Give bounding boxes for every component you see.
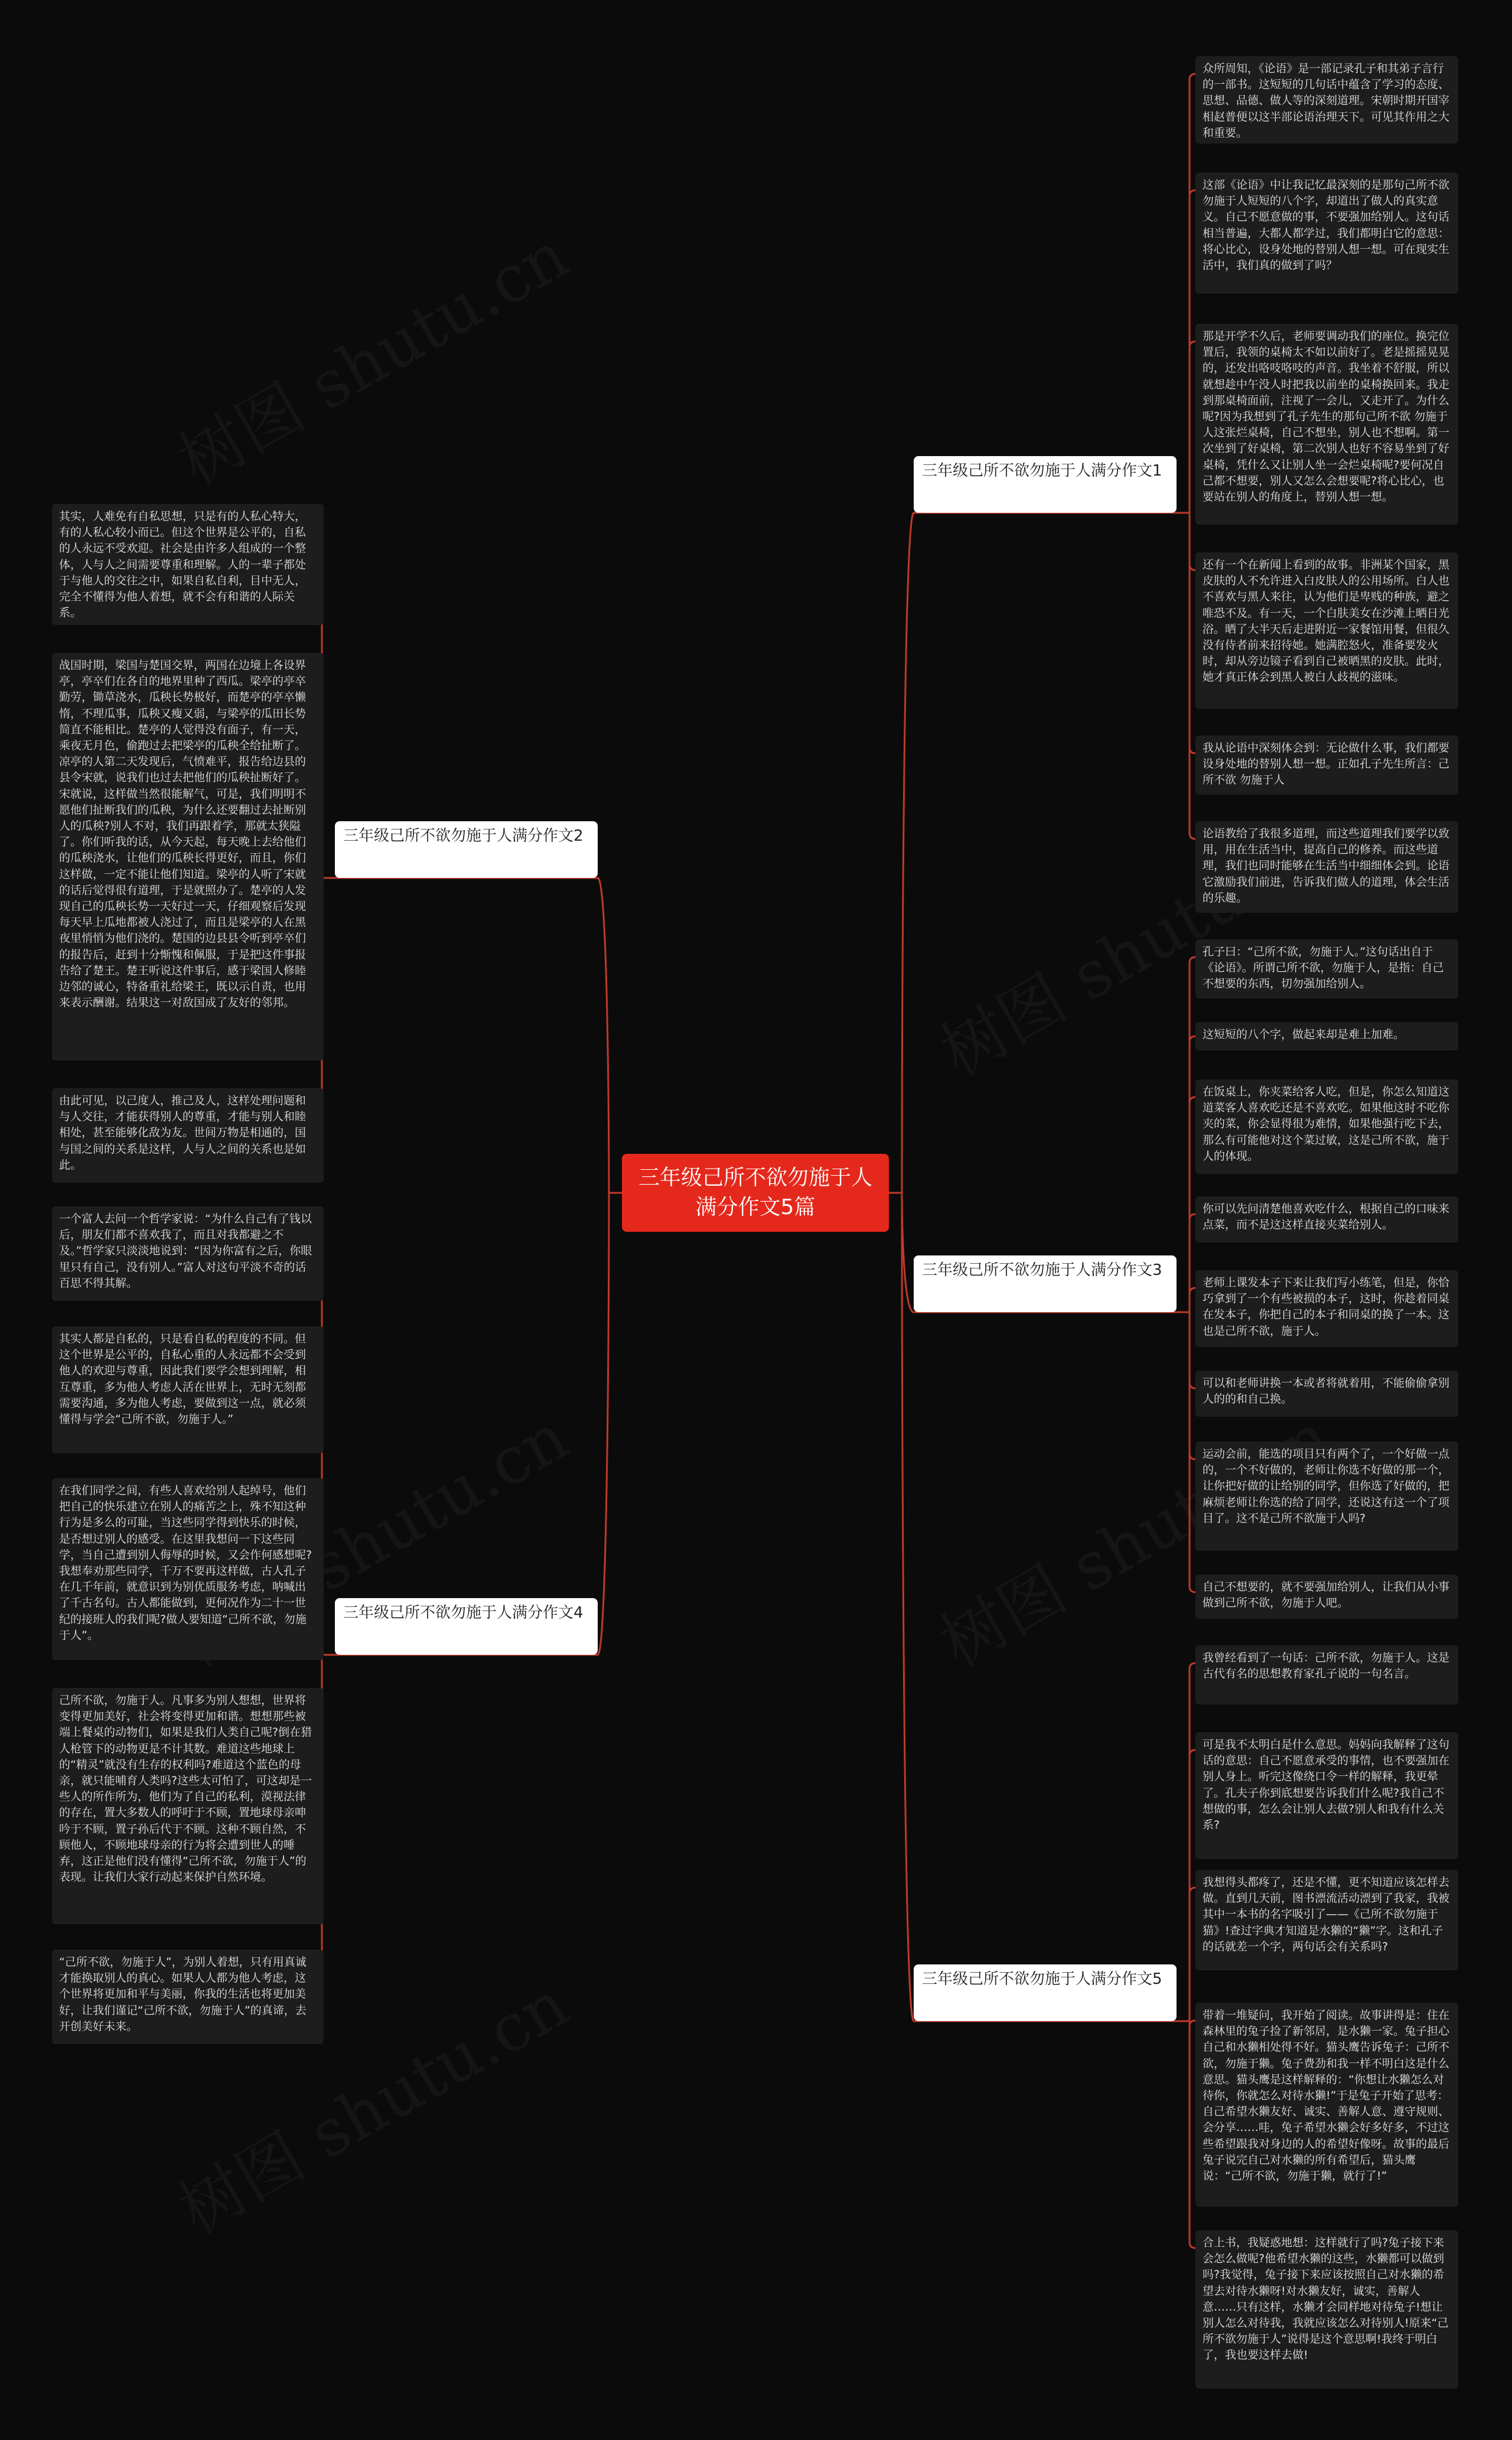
connector-line <box>1177 1097 1195 1312</box>
leaf-note: 老师上课发本子下来让我们写小练笔，但是，你恰巧拿到了一个有些被损的本子，这时，你趁着同桌在发本子，你把自己的本子和同桌的换了一本。这也是己所不欲，施于人。 <box>1195 1270 1458 1347</box>
connector-line <box>1177 341 1195 513</box>
connector-line <box>1177 957 1195 1312</box>
root-topic[interactable] <box>622 1154 889 1232</box>
leaf-note: 其实人都是自私的，只是看自私的程度的不同。但这个世界是公平的，自私心重的人永远都不会受到他人的欢迎与尊重，因此我们要学会想到理解，相互尊重，多为他人考虑人活在世界上，无时无刻都需要沟通，多为他人考虑，要做到这一点，就必须懂得与学会“己所不欲，勿施于人。” <box>52 1326 324 1453</box>
leaf-note: 其实，人难免有自私思想，只是有的人私心特大，有的人私心较小而已。但这个世界是公平的，自私的人永远不受欢迎。社会是由许多人组成的一个整体，人与人之间需要尊重和理解。人的一辈子都处于与他人的交往之中，如果自私自利，目中无人，完全不懂得为他人着想，就不会有和谐的人际关系。 <box>52 504 324 625</box>
connector-line <box>335 878 609 1193</box>
branch-topic-1[interactable] <box>914 456 1177 513</box>
leaf-note: 我曾经看到了一句话：己所不欲，勿施于人。这是古代有名的思想教育家孔子说的一句名言。 <box>1195 1645 1458 1704</box>
connector-line <box>1177 2021 1195 2248</box>
branch-label: 三年级己所不欲勿施于人满分作文2 <box>343 827 584 845</box>
root-topic-label: 三年级己所不欲勿施于人满分作文5篇 <box>638 1166 872 1219</box>
connector-line <box>1177 513 1195 839</box>
connector-line <box>902 1193 1177 2021</box>
leaf-note: 孔子曰：“己所不欲，勿施于人。”这句话出自于《论语》。所谓己所不欲，勿施于人，是指：自己不想要的东西，切勿强加给别人。 <box>1195 939 1458 998</box>
connector-line <box>1177 74 1195 513</box>
branch-label: 三年级己所不欲勿施于人满分作文5 <box>922 1970 1162 1988</box>
leaf-note: 由此可见，以己度人，推己及人，这样处理问题和与人交往，才能获得别人的尊重，才能与别人和睦相处，甚至能够化敌为友。世间万物是相通的，国与国之间的关系是这样，人与人之间的关系也是如此。 <box>52 1088 324 1183</box>
connector-line <box>1177 1312 1195 1459</box>
branch-topic-4[interactable] <box>335 1598 598 1655</box>
connector-line <box>1177 1663 1195 2021</box>
leaf-note: 可以和老师讲换一本或者将就着用，不能偷偷拿别人的的和自己换。 <box>1195 1371 1458 1417</box>
connector-line <box>1177 1312 1195 1388</box>
connector-line <box>1177 1312 1195 1592</box>
connector-line <box>335 1193 609 1655</box>
branch-topic-5[interactable] <box>914 1964 1177 2021</box>
branch-label: 三年级己所不欲勿施于人满分作文3 <box>922 1261 1162 1279</box>
leaf-note: 这部《论语》中让我记忆最深刻的是那句己所不欲 勿施于人短短的八个字，却道出了做人的真实意义。自己不愿意做的事，不要强加给别人。这句话相当普遍，大都人都学过，我们都明白它的意思：将心比心，设身处地的替别人想一想。可在现实生活中，我们真的做到了吗？ <box>1195 173 1458 294</box>
leaf-note: 我从论语中深刻体会到：无论做什么事，我们都要设身处地的替别人想一想。正如孔子先生所言：己所不欲 勿施于人 <box>1195 736 1458 795</box>
leaf-note: 论语教给了我很多道理，而这些道理我们要学以致用，用在生活当中，提高自己的修养。而这些道理，我们也同时能够在生活当中细细体会到。论语它激励我们前进，告诉我们做人的道理，体会生活的乐趣。 <box>1195 821 1458 913</box>
leaf-note: 众所周知，《论语》是一部记录孔子和其弟子言行的一部书。这短短的几句话中蕴含了学习的态度、思想、品德、做人等的深刻道理。宋朝时期开国宰相赵普便以这半部论语治理天下。可见其作用之大和重要。 <box>1195 56 1458 144</box>
connector-line <box>1177 513 1195 753</box>
connector-line <box>1177 1288 1195 1312</box>
leaf-note: 这短短的八个字，做起来却是难上加难。 <box>1195 1022 1458 1050</box>
leaf-note: 在饭桌上，你夹菜给客人吃，但是，你怎么知道这道菜客人喜欢吃还是不喜欢吃。如果他这时不吃你夹的菜，你会显得很为难情，如果他强行吃下去，那么有可能他对这个菜过敏，这是己所不欲，施于人的体现。 <box>1195 1079 1458 1174</box>
leaf-note: 还有一个在新闻上看到的故事。非洲某个国家，黑皮肤的人不允许进入白皮肤人的公用场所。白人也不喜欢与黑人来往，认为他们是卑贱的种族，避之唯恐不及。有一天，一个白肤美女在沙滩上晒日光浴。晒了大半天后走进附近一家餐馆用餐，但很久没有侍者前来招待她。她满腔怒火，准备要发火时，却从旁边镜子看到自己被晒黑的皮肤。此时，她才真正体会到黑人被白人歧视的滋味。 <box>1195 552 1458 709</box>
connector-line <box>1177 1750 1195 2021</box>
leaf-note: 一个富人去问一个哲学家说：“为什么自己有了钱以后，朋友们都不喜欢我了，而且对我都避之不及。”哲学家只淡淡地说到：“因为你富有之后，你眼里只有自己，没有别人。”富人对这句平淡不奇的话百思不得其解。 <box>52 1206 324 1301</box>
leaf-note: 你可以先问清楚他喜欢吃什么，根据自己的口味来点菜，而不是这这样直接夹菜给别人。 <box>1195 1196 1458 1242</box>
connector-line <box>1177 1214 1195 1312</box>
connector-line <box>1177 1888 1195 2021</box>
leaf-note: 战国时期，梁国与楚国交界，两国在边境上各设界亭，亭卒们在各自的地界里种了西瓜。梁亭的亭卒勤劳，锄草浇水，瓜秧长势极好，而楚亭的亭卒懒惰，不理瓜事，瓜秧又瘦又弱，与梁亭的瓜田长势简直不能相比。楚亭的人觉得没有面子，有一天，乘夜无月色，偷跑过去把梁亭的瓜秧全给扯断了。凉亭的人第二天发现后，气愤难平，报告给边县的县令宋就，说我们也过去把他们的瓜秧扯断好了。宋就说，这样做当然很能解气，可是，我们明明不愿他们扯断我们的瓜秧，为什么还要翻过去扯断别人的瓜秧?别人不对，我们再跟着学，那就太狭隘了。你们听我的话，从今天起，每天晚上去给他们的瓜秧浇水，让他们的瓜秧长得更好，而且，你们这样做，一定不能让他们知道。梁亭的人听了宋就的话后觉得很有道理，于是就照办了。楚亭的人发现自己的瓜秧长势一天好过一天，仔细观察后发现每天早上瓜地都被人浇过了，而且是梁亭的人在黑夜里悄悄为他们浇的。楚国的边县县令听到亭卒们的报告后，赶到十分惭愧和佩服，于是把这件事报告给了楚王。楚王听说这件事后，感于梁国人修睦边邻的诚心，特备重礼给梁王，既以示自责，也用来表示酬谢。结果这一对敌国成了友好的邻邦。 <box>52 653 324 1060</box>
branch-label: 三年级己所不欲勿施于人满分作文1 <box>922 462 1162 480</box>
connector-line <box>902 513 1177 1193</box>
leaf-note: 在我们同学之间，有些人喜欢给别人起绰号，他们把自己的快乐建立在别人的痛苦之上，殊不知这种行为是多么的可耻，当这些同学得到快乐的时候，是否想过别人的感受。在这里我想问一下这些同学，当自己遭到别人侮辱的时候，又会作何感想呢?我想奉劝那些同学，千万不要再这样做，古人孔子在几千年前，就意识到为别优质服务考虑，呐喊出了千古名句。古人都能做到，更何况作为二十一世纪的接班人的我们呢?做人要知道“己所不欲，勿施于人”。 <box>52 1478 324 1660</box>
leaf-note: 带着一堆疑问，我开始了阅读。故事讲得是：住在森林里的兔子捡了新邻居，是水獭一家。兔子担心自己和水獭相处得不好。猫头鹰告诉兔子：己所不欲，勿施于獭。兔子费劲和我一样不明白这是什么意思。猫头鹰是这样解释的：“你想让水獭怎么对待你，你就怎么对待水獭!”于是兔子开始了思考：自己希望水獭友好、诚实、善解人意、遵守规则、会分享……哇，兔子希望水獭会好多好多，不过这些希望跟我对身边的人的希望好像呀。故事的最后兔子说完自己对水獭的所有希望后，猫头鹰说：“己所不欲，勿施于獭，就行了!” <box>1195 2003 1458 2207</box>
leaf-note: 那是开学不久后，老师要调动我们的座位。换完位置后，我领的桌椅太不如以前好了。老是摇摇晃晃的，还发出咯吱咯吱的声音。我坐着不舒服，所以就想趁中午没人时把我以前坐的桌椅换回来。我走到那桌椅面前，注视了一会儿，又走开了。为什么呢?因为我想到了孔子先生的那句己所不欲 勿施于人这张烂桌椅，自己不想坐，别人也不想啊。第一次坐到了好桌椅，第二次别人也好不容易坐到了好桌椅，凭什么又让别人坐一会烂桌椅呢?要何况自己都不想要，别人又怎么会想要呢?将心比心，也要站在别人的角度上，替别人想一想。 <box>1195 324 1458 525</box>
leaf-note: 合上书，我疑惑地想：这样就行了吗?兔子接下来会怎么做呢?他希望水獭的这些，水獭都可以做到吗?我觉得，兔子接下来应该按照自己对水獭的希望去对待水獭呀!对水獭友好，诚实，善解人意……只有这样，水獭才会同样地对待兔子!想让别人怎么对待我，我就应该怎么对待别人!原来“己所不欲勿施于人”说得是这个意思啊!我终于明白了，我也要这样去做! <box>1195 2230 1458 2389</box>
leaf-note: “己所不欲，勿施于人”，为别人着想，只有用真诚才能换取别人的真心。如果人人都为他人考虑，这个世界将更加和平与美丽，你我的生活也将更加美好，让我们谨记“己所不欲，勿施于人”的真谛，去开创美好未来。 <box>52 1950 324 2044</box>
leaf-note: 可是我不太明白是什么意思。妈妈向我解释了这句话的意思：自己不愿意承受的事情，也不要强加在别人身上。听完这像绕口令一样的解释，我更晕了。孔夫子你到底想要告诉我们什么呢?我自己不想做的事，怎么会让别人去做?别人和我有什么关系? <box>1195 1732 1458 1859</box>
leaf-note: 运动会前，能选的项目只有两个了，一个好做一点的，一个不好做的，老师让你选不好做的那一个，让你把好做的让给别的同学，但你选了好做的，把麻烦老师让你选的给了同学，还说这有这一个了项目了。这不是己所不欲施于人吗? <box>1195 1442 1458 1551</box>
branch-topic-2[interactable] <box>335 821 598 878</box>
leaf-note: 自己不想要的，就不要强加给别人，让我们从小事做到己所不欲，勿施于人吧。 <box>1195 1574 1458 1619</box>
branch-topic-3[interactable] <box>914 1255 1177 1312</box>
connector-line <box>1177 513 1195 570</box>
connector-line <box>1177 190 1195 513</box>
branch-label: 三年级己所不欲勿施于人满分作文4 <box>343 1604 584 1622</box>
connector-line <box>1177 1036 1195 1312</box>
leaf-note: 我想得头都疼了，还是不懂，更不知道应该怎样去做。直到几天前，图书漂流活动漂到了我家，我被其中一本书的名字吸引了——《己所不欲勿施于猫》!查过字典才知道是水獭的“獭”字。这和孔子的话就差一个字，两句话会有关系吗? <box>1195 1870 1458 1970</box>
leaf-note: 己所不欲，勿施于人。凡事多为别人想想，世界将变得更加美好，社会将变得更加和谐。想想那些被端上餐桌的动物们，如果是我们人类自己呢?倒在猎人枪管下的动物更是不计其数。难道这些地球上的“精灵”就没有生存的权利吗?难道这个蓝色的母亲，就只能哺育人类吗?这些太可怕了，可这却是一些人的所作所为，他们为了自己的私利，漠视法律的存在，置大多数人的呼吁于不顾，置地球母亲呻吟于不顾，置子孙后代于不顾。这种不顾自然，不顾他人，不顾地球母亲的行为将会遭到世人的唾弃，这正是他们没有懂得“己所不欲，勿施于人”的表现。让我们大家行动起来保护自然环境。 <box>52 1688 324 1924</box>
